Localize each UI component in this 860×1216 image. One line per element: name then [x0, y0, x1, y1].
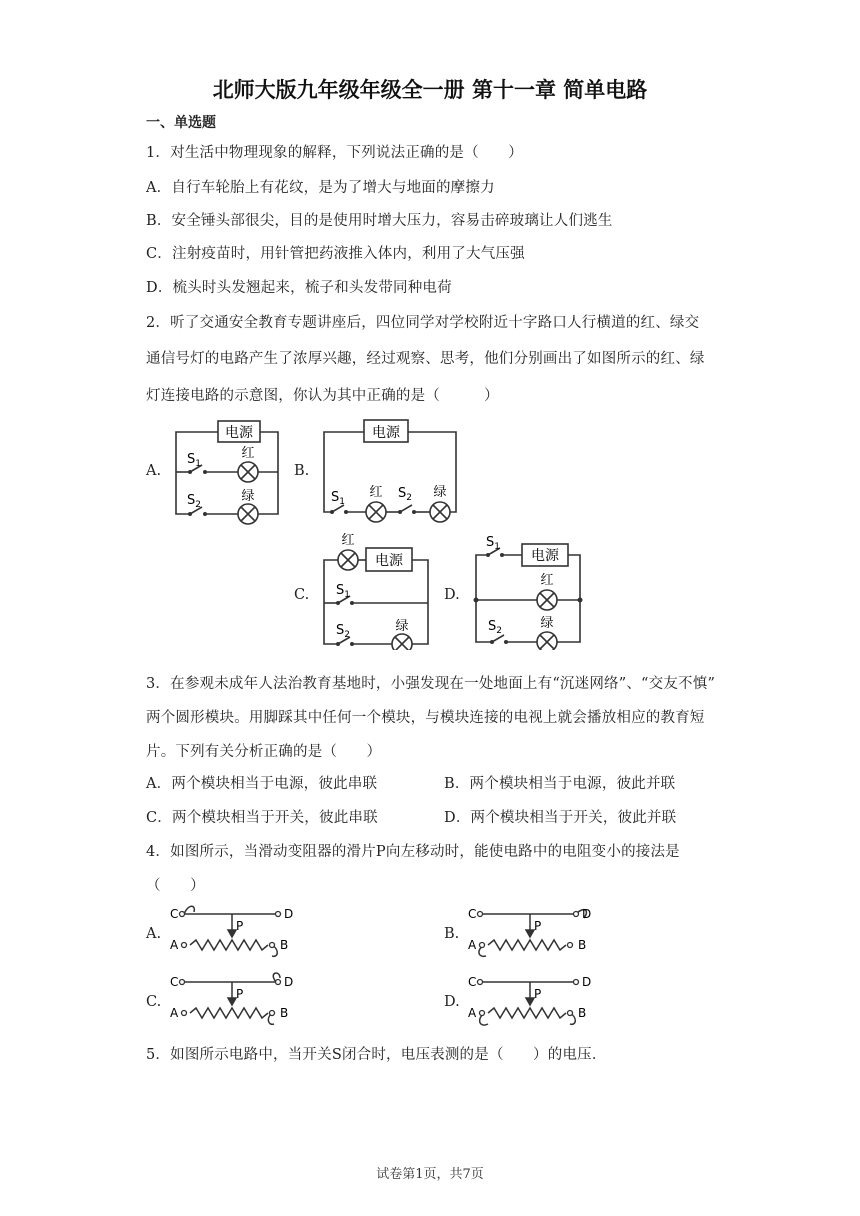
terminal-b-label: B	[280, 1006, 289, 1020]
terminal-a-label: A	[468, 938, 477, 952]
power-label: 电源	[372, 425, 400, 441]
q3-stem-line-3: 片。下列有关分析正确的是（ ）	[146, 744, 382, 760]
q3-option-c: C．两个模块相当于开关，彼此串联	[146, 810, 378, 826]
terminal-c-label: C	[468, 907, 477, 921]
q4-stem-line-2: （ ）	[146, 878, 205, 894]
q2-label-c: C.	[294, 587, 310, 603]
q2-stem-line-3: 灯连接电路的示意图，你认为其中正确的是（ ）	[146, 388, 499, 404]
s1-label: $S_1$	[331, 490, 345, 507]
slider-p-label: P	[534, 919, 542, 933]
red-label: 红	[369, 485, 383, 500]
green-label: 绿	[241, 489, 255, 504]
s1-label: $S_1$	[486, 535, 500, 552]
q3-option-b: B．两个模块相当于电源，彼此并联	[444, 776, 676, 792]
q2-circuit-d	[470, 532, 588, 650]
q4-rheostat-a	[168, 900, 298, 962]
terminal-c-label: C	[170, 975, 179, 989]
q2-circuit-a	[170, 415, 285, 525]
terminal-b-label: B	[280, 938, 289, 952]
s2-label: $S_2$	[398, 486, 412, 503]
red-label: 红	[241, 446, 255, 461]
q4-rheostat-d	[466, 968, 596, 1030]
s1-label: $S_1$	[187, 452, 201, 469]
page-title: 北师大版九年级年级全一册 第十一章 简单电路	[212, 78, 648, 102]
green-label: 绿	[540, 616, 554, 631]
q3-stem-line-2: 两个圆形模块。用脚踩其中任何一个模块，与模块连接的电视上就会播放相应的教育短	[146, 710, 705, 726]
s2-label: $S_2$	[488, 619, 502, 636]
red-label: 红	[540, 573, 554, 588]
section-heading: 一、单选题	[146, 115, 216, 131]
page-footer: 试卷第1页，共7页	[376, 1167, 484, 1182]
terminal-c-label: C	[468, 975, 477, 989]
q2-stem-line-1: 2．听了交通安全教育专题讲座后，四位同学对学校附近十字路口人行横道的红、绿交	[146, 315, 700, 331]
q4-rheostat-b	[466, 900, 596, 962]
slider-p-label: P	[236, 987, 244, 1001]
terminal-b-label: B	[578, 1006, 587, 1020]
q1-option-c: C．注射疫苗时，用针管把药液推入体内，利用了大气压强	[146, 246, 525, 262]
terminal-a-label: A	[170, 1006, 179, 1020]
slider-p-label: P	[236, 919, 244, 933]
s2-label: $S_2$	[336, 623, 350, 640]
q2-label-b: B.	[294, 463, 310, 479]
terminal-d-label: D	[582, 907, 592, 921]
q2-stem-line-2: 通信号灯的电路产生了浓厚兴趣，经过观察、思考，他们分别画出了如图所示的红、绿	[146, 351, 705, 367]
red-label: 红	[341, 533, 355, 548]
terminal-a-label: A	[170, 938, 179, 952]
green-label: 绿	[433, 485, 447, 500]
terminal-b-label: B	[578, 938, 587, 952]
slider-p-label: P	[534, 987, 542, 1001]
q3-stem-line-1: 3．在参观未成年人法治教育基地时，小强发现在一处地面上有“沉迷网络”、“交友不慎”	[146, 676, 716, 692]
q4-label-c: C.	[146, 994, 162, 1010]
q4-rheostat-c	[168, 968, 298, 1030]
power-label: 电源	[225, 425, 253, 441]
q3-option-a: A．两个模块相当于电源，彼此串联	[146, 776, 378, 792]
q1-stem: 1．对生活中物理现象的解释，下列说法正确的是（ ）	[146, 145, 523, 161]
q5-stem: 5．如图所示电路中，当开关S闭合时，电压表测的是（ ）的电压．	[146, 1047, 607, 1063]
q2-label-a: A.	[146, 463, 162, 479]
q2-circuit-c	[318, 530, 436, 650]
q3-option-d: D．两个模块相当于开关，彼此并联	[444, 810, 677, 826]
terminal-a-label: A	[468, 1006, 477, 1020]
q2-label-d: D.	[444, 587, 460, 603]
q4-label-b: B.	[444, 926, 460, 942]
q1-option-d: D．梳头时头发翘起来，梳子和头发带同种电荷	[146, 280, 452, 296]
q2-circuit-b	[318, 415, 463, 525]
green-label: 绿	[395, 619, 409, 634]
terminal-d-label: D	[582, 975, 592, 989]
q1-option-b: B．安全锤头部很尖，目的是使用时增大压力，容易击碎玻璃让人们逃生	[146, 213, 613, 229]
s2-label: $S_2$	[187, 493, 201, 510]
power-label: 电源	[375, 553, 403, 569]
q4-label-a: A.	[146, 926, 162, 942]
s1-label: $S_1$	[336, 583, 350, 600]
q1-option-a: A．自行车轮胎上有花纹，是为了增大与地面的摩擦力	[146, 180, 495, 196]
q4-stem-line-1: 4．如图所示，当滑动变阻器的滑片P向左移动时，能使电路中的电阻变小的接法是	[146, 844, 680, 860]
terminal-d-label: D	[284, 975, 294, 989]
power-label: 电源	[531, 548, 559, 564]
terminal-c-label: C	[170, 907, 179, 921]
terminal-d-label: D	[284, 907, 294, 921]
q4-label-d: D.	[444, 994, 460, 1010]
